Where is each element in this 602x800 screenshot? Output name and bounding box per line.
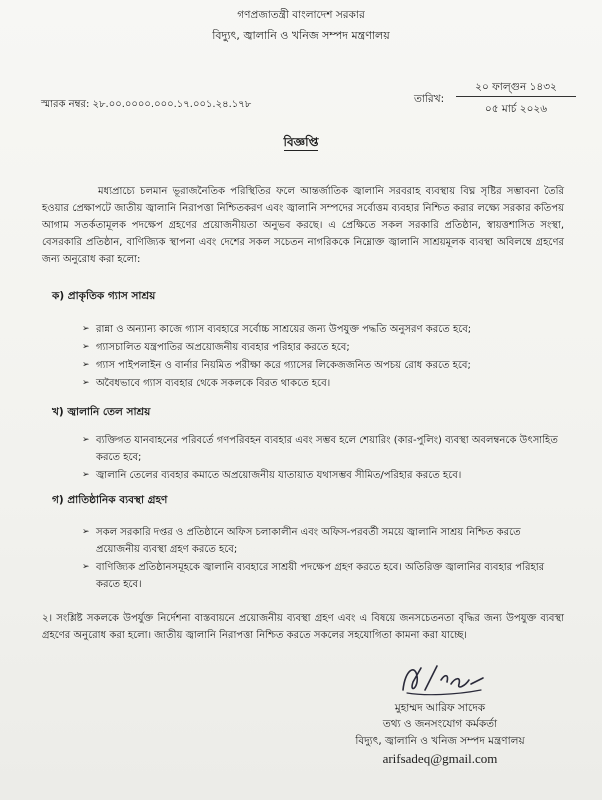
section-list-gas (82, 321, 562, 393)
intro-paragraph: মধ্যপ্রাচ্যে চলমান ভূরাজনৈতিক পরিস্থিতির ফলে আন্তর্জাতিক জ্বালানি সরবরাহ ব্যবস্থায় বিঘ্ন সৃষ্টির সম্ভাবনা তৈরি হওয়ার প্রেক্ষাপটে জাতীয় জ্বালানি নিরাপত্তা নিশ্চিতকরণ এবং জ্বালানি সম্পদের সর্বোত্তম ব্যবহার নিশ্চিত করার লক্ষ্যে সরকার কতিপয় আগাম সতর্কতামূলক পদক্ষেপ গ্রহণের প্রয়োজনীয়তা অনুভব করছে। এ প্রেক্ষিতে সকল সরকারি প্রতিষ্ঠান, স্বায়ত্তশাসিত সংস্থা, বেসরকারি প্রতিষ্ঠান, বাণিজ্যিক স্থাপনা এবং দেশের সকল সচেতন নাগরিককে নিম্নোক্ত জ্বালানি সাশ্রয়মূলক ব্যবস্থা অবিলম্বে গ্রহণের জন্য অনুরোধ করা হলো: (42, 186, 564, 265)
government-name: গণপ্রজাতন্ত্রী বাংলাদেশ সরকার (237, 9, 365, 21)
date-bangla: ২০ ফাল্গুন ১৪৩২ (475, 81, 557, 93)
ministry-name: বিদ্যুৎ, জ্বালানি ও খনিজ সম্পদ মন্ত্রণালয় (212, 29, 390, 42)
bullet-icon: ➢ (82, 360, 90, 370)
date-label: তারিখ: (414, 93, 445, 105)
bullet-icon: ➢ (82, 562, 90, 572)
bullet-icon: ➢ (82, 435, 90, 445)
date-block (456, 80, 576, 116)
date-english: ০৫ মার্চ ২০২৬ (484, 103, 548, 115)
date-divider (456, 96, 576, 97)
list-item: ➢ সকল সরকারি দপ্তর ও প্রতিষ্ঠানে অফিস চলাকালীন এবং অফিস-পরবর্তী সময়ে জ্বালানি সাশ্রয় নিশ্চিত করতে প্রয়োজনীয় ব্যবস্থা গ্রহণ করতে হবে; (82, 524, 562, 558)
bullet-icon: ➢ (82, 342, 90, 352)
handwritten-signature (385, 660, 495, 698)
list-item: ➢ ব্যক্তিগত যানবাহনের পরিবর্তে গণপরিবহন ব্যবহার এবং সম্ভব হলে শেয়ারিং (কার-পুলিং) ব্যবস্থা অবলম্বনকে উৎসাহিত করতে হবে; (82, 432, 562, 466)
notice-title (0, 134, 602, 154)
section-list-institutional (82, 524, 562, 594)
bullet-icon: ➢ (82, 470, 90, 480)
list-item: ➢ রান্না ও অন্যান্য কাজে গ্যাস ব্যবহারে সর্বোচ্চ সাশ্রয়ের জন্য উপযুক্ত পদ্ধতি অনুসরণ করতে হবে; (82, 321, 562, 338)
signatory-designation: তথ্য ও জনসংযোগ কর্মকর্তা (382, 718, 498, 730)
list-item: ➢ গ্যাসচালিত যন্ত্রপাতির অপ্রয়োজনীয় ব্যবহার পরিহার করতে হবে; (82, 339, 562, 356)
section-list-fuel-oil (82, 432, 562, 485)
signatory-organization: বিদ্যুৎ, জ্বালানি ও খনিজ সম্পদ মন্ত্রণালয় (355, 735, 525, 747)
signatory-name: মুহাম্মদ আরিফ সাদেক (394, 702, 486, 714)
closing-paragraph: ২। সংশ্লিষ্ট সকলকে উপর্যুক্ত নির্দেশনা বাস্তবায়নে প্রয়োজনীয় ব্যবস্থা গ্রহণ এবং এ বিষয়ে জনসচেতনতা বৃদ্ধির জন্য উপযুক্ত ব্যবস্থা গ্রহণের অনুরোধ করা হলো। জাতীয় জ্বালানি নিরাপত্তা নিশ্চিত করতে সকলের সহযোগিতা কামনা করা যাচ্ছে। (42, 613, 564, 641)
section-heading-fuel-oil: খ) জ্বালানি তেল সাশ্রয় (52, 406, 151, 418)
list-item: ➢ গ্যাস পাইপলাইন ও বার্নার নিয়মিত পরীক্ষা করে গ্যাসের লিকেজজনিত অপচয় রোধ করতে হবে; (82, 357, 562, 374)
bullet-icon: ➢ (82, 378, 90, 388)
bullet-icon: ➢ (82, 324, 90, 334)
signatory-email: arifsadeq@gmail.com (382, 751, 498, 766)
list-item: ➢ অবৈধভাবে গ্যাস ব্যবহার থেকে সকলকে বিরত থাকতে হবে। (82, 375, 562, 392)
list-item: ➢ বাণিজ্যিক প্রতিষ্ঠানসমূহকে জ্বালানি ব্যবহারে সাশ্রয়ী পদক্ষেপ গ্রহণ করতে হবে। অতিরিক্ত জ্বালানির ব্যবহার পরিহার করতে হবে। (82, 559, 562, 593)
memo-number: স্মারক নম্বর: ২৮.০০.০০০০.০০০.১৭.০০১.২৪.১৭৮ (41, 99, 252, 110)
bullet-icon: ➢ (82, 527, 90, 537)
notice-title-text: বিজ্ঞপ্তি (283, 135, 319, 149)
letterhead (0, 8, 602, 44)
section-heading-gas: ক) প্রাকৃতিক গ্যাস সাশ্রয় (52, 290, 156, 302)
section-heading-institutional: গ) প্রাতিষ্ঠানিক ব্যবস্থা গ্রহণ (52, 494, 168, 506)
signature-block (330, 660, 550, 768)
list-item: ➢ জ্বালানি তেলের ব্যবহার কমাতে অপ্রয়োজনীয় যাতায়াত যথাসম্ভব সীমিত/পরিহার করতে হবে। (82, 467, 562, 484)
